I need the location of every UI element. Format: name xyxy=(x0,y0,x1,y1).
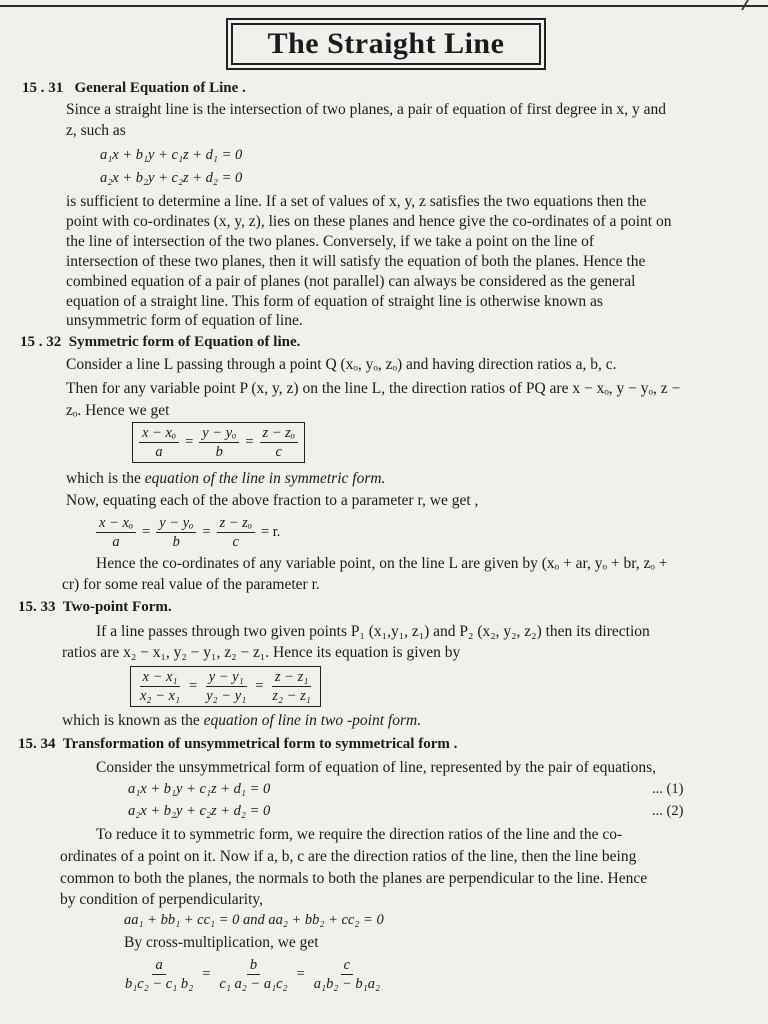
page-corner-mark xyxy=(741,0,763,10)
text-line: ordinates of a point on it. Now if a, b, c are the direction ratios of the line, then the line being xyxy=(60,848,637,865)
text-line: cr) for some real value of the parameter r. xyxy=(62,576,320,593)
text-line: which is the equation of the line in symmetric form. xyxy=(66,470,386,487)
section-15-33-heading xyxy=(18,599,172,616)
symmetric-form-equation: $\frac{\text{x − xₒ}}{a}$ = $\frac{\text{y − yₒ}}{b}$ = $\frac{\text{z − zₒ}}{c}$ xyxy=(132,422,305,463)
section-15-34-heading xyxy=(18,736,457,753)
text-line: common to both the planes, the normals to both the planes are perpendicular to the line. Hence xyxy=(60,870,648,887)
cross-multiplication-equation: $\frac{a}{\text{b₁c₂ − c₁ b₂}}$ = $\frac{b}{\text{c₁ a₂ − a₁c₂}}$ = $\frac{c}{\text{a₁b₂ − b₁a₂}}$ xyxy=(125,957,380,992)
text-line: Consider the unsymmetrical form of equation of line, represented by the pair of equations, xyxy=(96,759,656,776)
section-number: 15. 33 xyxy=(18,599,56,615)
text-line: equation of a straight line. This form of equation of straight line is otherwise known as xyxy=(66,293,603,310)
parametric-equation: $\frac{\text{x − xₒ}}{a}$ = $\frac{\text{y − yₒ}}{b}$ = $\frac{\text{z − zₒ}}{c}$ = r. xyxy=(94,514,284,551)
section-number: 15 . 32 xyxy=(20,334,62,350)
perpendicularity-equations: aa₁ + bb₁ + cc₁ = 0 and aa₂ + bb₂ + cc₂ = 0 xyxy=(124,912,384,928)
equation-number: ... (1) xyxy=(652,781,684,797)
section-15-31-heading xyxy=(22,80,246,97)
equation-2: a₂x + b₂y + c₂z + d₂ = 0 xyxy=(128,803,271,819)
section-15-32-heading xyxy=(20,334,300,351)
text-line: intersection of these two planes, then it will satisfy the equation of both the planes. Hence the xyxy=(66,253,646,270)
text-line: By cross-multiplication, we get xyxy=(124,934,319,951)
section-title: Transformation of unsymmetrical form to symmetrical form . xyxy=(62,736,458,752)
equation-2: a₂x + b₂y + c₂z + d₂ = 0 xyxy=(100,170,243,186)
section-title: Symmetric form of Equation of line. xyxy=(68,334,301,350)
text-line: Consider a line L passing through a point Q (xₒ, yₒ, zₒ) and having direction ratios a, b, c. xyxy=(66,356,617,373)
text-line: by condition of perpendicularity, xyxy=(60,891,264,908)
text-line: combined equation of a pair of planes (not parallel) can always be considered as the general xyxy=(66,273,636,290)
section-title: Two-point Form. xyxy=(62,599,172,615)
text-line: Since a straight line is the intersection of two planes, a pair of equation of first degree in x, y and xyxy=(66,101,667,118)
text-line: z, such as xyxy=(66,122,126,139)
text-line: To reduce it to symmetric form, we require the direction ratios of the line and the co- xyxy=(96,826,623,843)
top-rule xyxy=(0,5,768,7)
text-line: unsymmetric form of equation of line. xyxy=(66,312,303,329)
text-line: ratios are x₂ − x₁, y₂ − y₁, z₂ − z₁. Hence its equation is given by xyxy=(62,644,461,661)
section-title: General Equation of Line . xyxy=(74,80,246,96)
title-box xyxy=(226,18,546,70)
text-line: Then for any variable point P (x, y, z) on the line L, the direction ratios of PQ are x − xₒ, y − yₒ, z − xyxy=(66,380,681,397)
text-line: point with co-ordinates (x, y, z), lies on these planes and hence give the co-ordinates of a point on xyxy=(66,213,672,230)
text-line: zₒ. Hence we get xyxy=(66,402,170,419)
text-line: Now, equating each of the above fraction to a parameter r, we get , xyxy=(66,492,479,509)
two-point-form-equation: $\frac{\text{x − x₁}}{\text{x₂ − x₁}}$ = $\frac{\text{y − y₁}}{\text{y₂ − y₁}}$ = $\frac{\text{z − z₁}}{\text{z₂ − z₁}}$ xyxy=(130,666,321,707)
text-line: the line of intersection of the two planes. Conversely, if we take a point on the line of xyxy=(66,233,594,250)
text-line: is sufficient to determine a line. If a set of values of x, y, z satisfies the two equations then the xyxy=(66,193,647,210)
equation-1: a₁x + b₁y + c₁z + d₁ = 0 xyxy=(128,781,271,797)
section-number: 15 . 31 xyxy=(22,80,64,96)
text-line: If a line passes through two given points P₁ (x₁,y₁, z₁) and P₂ (x₂, y₂, z₂) then its direction xyxy=(96,623,650,640)
section-number: 15. 34 xyxy=(18,736,56,752)
text-line: which is known as the equation of line in two -point form. xyxy=(62,712,422,729)
equation-number: ... (2) xyxy=(652,803,684,819)
page-title: The Straight Line xyxy=(267,27,505,60)
equation-1: a₁x + b₁y + c₁z + d₁ = 0 xyxy=(100,147,243,163)
text-line: Hence the co-ordinates of any variable point, on the line L are given by (xₒ + ar, yₒ + br, zₒ + xyxy=(96,555,668,572)
